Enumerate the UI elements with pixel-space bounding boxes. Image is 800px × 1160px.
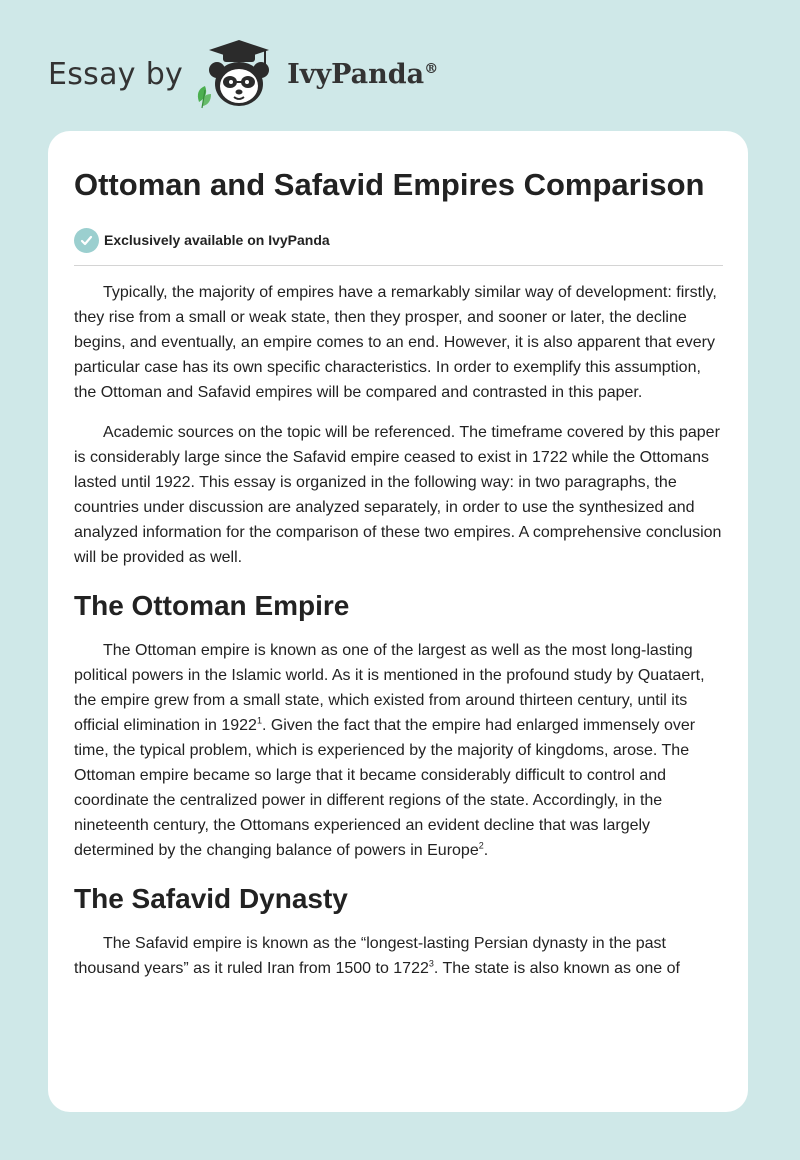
footnote-ref-1[interactable]: 1 (256, 715, 262, 726)
ottoman-paragraph: The Ottoman empire is known as one of the largest as well as the most long-lasting political powers in the Islamic world. As it is mentioned in the profound study by Quataert, the empire grew from a small state, which existed from around thirteen century, until its official elimination in 1922$^1$. Given the fact that the empire had enlarged immensely over time, the typical problem, which is experienced by the majority of kingdoms, arose. The Ottoman empire became so large that it became considerably difficult to control and coordinate the centralized power in different regions of the state. Accordingly, in the nineteenth century, the Ottomans experienced an evident decline that was largely determined by the changing balance of powers in Europe$^2$. (74, 642, 705, 859)
safavid-paragraph: The Safavid empire is known as the “longest-lasting Persian dynasty in the past thousand years” as it ruled Iran from 1500 to 1722$^3$. The state is also known as one of (74, 935, 680, 977)
essay-card (48, 131, 748, 1112)
section-heading-ottoman: The Ottoman Empire (74, 590, 350, 621)
intro-paragraph-2: Academic sources on the topic will be referenced. The timeframe covered by this paper is considerably large since the Safavid empire ceased to exist in 1722 while the Ottomans lasted until 1922. This essay is organized in the following way: in two paragraphs, the countries under discussion are analyzed separately, in order to use the synthesized and analyzed information for the comparison of these two empires. A comprehensive conclusion will be provided as well. (74, 424, 722, 566)
exclusive-badge (74, 227, 724, 253)
ivypanda-logo[interactable] (193, 36, 438, 112)
essay-content (74, 165, 724, 981)
panda-logo-icon (193, 36, 285, 112)
section-heading-safavid: The Safavid Dynasty (74, 883, 348, 914)
divider (74, 265, 723, 266)
intro-paragraph-1: Typically, the majority of empires have a remarkably similar way of development: firstly, they rise from a small or weak state, then they prosper, and sooner or later, the decline begins, and eventually, an empire comes to an end. However, it is also apparent that every particular case has its own specific characteristics. In order to exemplify this assumption, the Ottoman and Safavid empires will be compared and contrasted in this paper. (74, 284, 717, 401)
footnote-ref-3[interactable]: 3 (428, 958, 434, 969)
exclusive-badge-label: Exclusively available on IvyPanda (104, 232, 330, 248)
essay-by-label: Essay by (48, 56, 184, 92)
page-title: Ottoman and Safavid Empires Comparison (74, 167, 705, 202)
check-icon (74, 228, 99, 253)
footnote-ref-2[interactable]: 2 (478, 840, 484, 851)
site-header (48, 36, 438, 112)
brand-name: IvyPanda® (287, 58, 439, 90)
